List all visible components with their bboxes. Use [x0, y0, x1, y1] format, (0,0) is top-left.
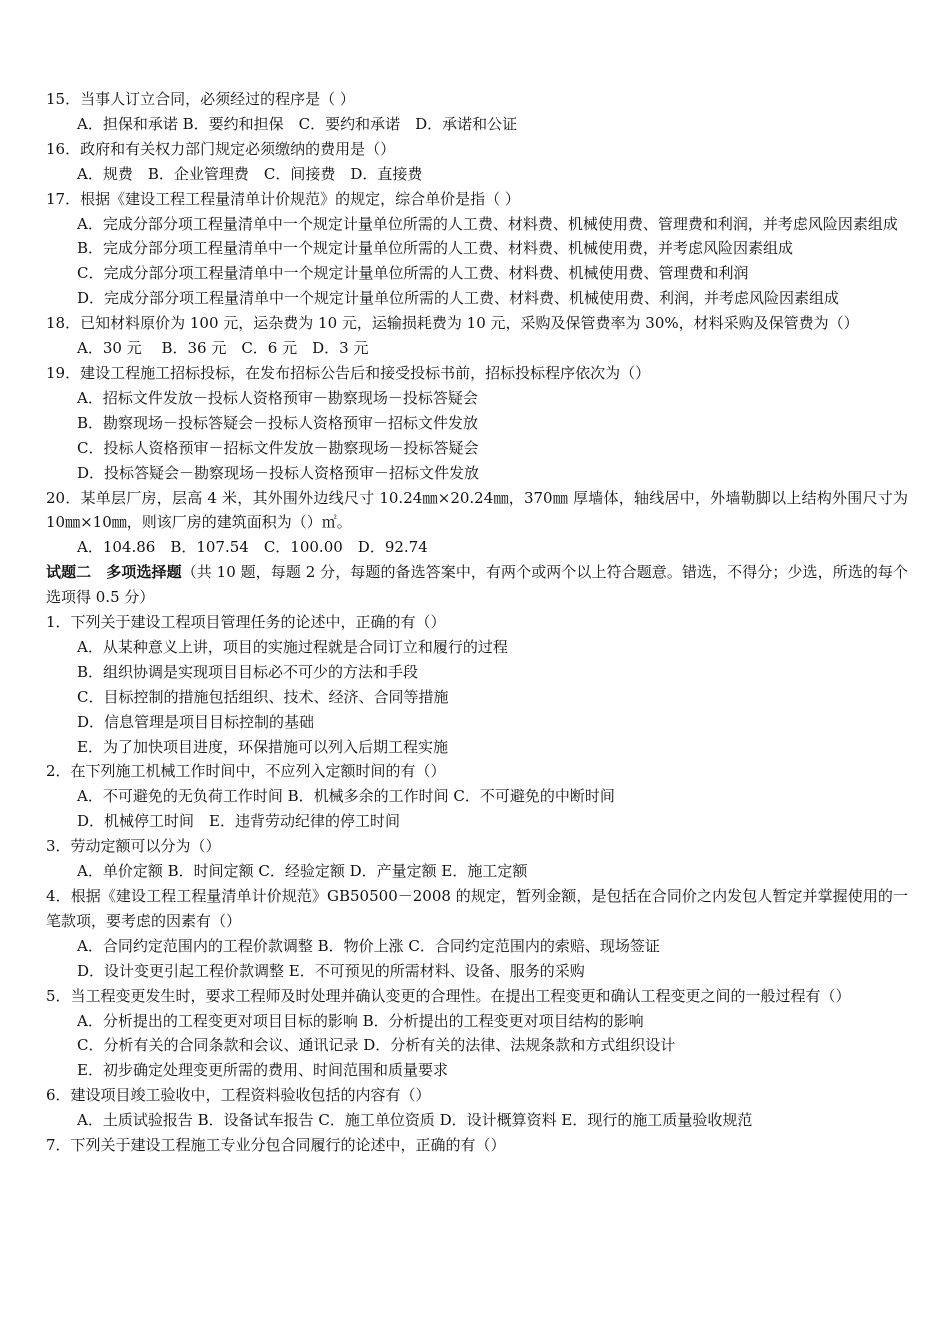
- section-2-instructions: （共 10 题，每题 2 分，每题的备选答案中，有两个或两个以上符合题意。错选，不得分；少选，所选的每个选项得 0.5 分）: [46, 563, 908, 607]
- mc-question-3-options: A．单价定额 B．时间定额 C．经验定额 D．产量定额 E．施工定额: [77, 862, 528, 881]
- mc-question-7: 7．下列关于建设工程施工专业分包合同履行的论述中，正确的有（）: [46, 1136, 506, 1155]
- question-19-option-a: A．招标文件发放－投标人资格预审－勘察现场－投标答疑会: [77, 388, 478, 407]
- mc-question-5: 5．当工程变更发生时，要求工程师及时处理并确认变更的合理性。在提出工程变更和确认工程变更之间的一般过程有（）: [46, 986, 851, 1005]
- question-18-options: A．30 元 B．36 元 C．6 元 D．3 元: [77, 339, 369, 358]
- question-16: 16．政府和有关权力部门规定必须缴纳的费用是（）: [46, 139, 396, 158]
- mc-question-1-option-b: B．组织协调是实现项目目标必不可少的方法和手段: [77, 662, 419, 681]
- question-18: 18．已知材料原价为 100 元，运杂费为 10 元，运输损耗费为 10 元，采购及保管费率为 30%，材料采购及保管费为（）: [46, 314, 859, 333]
- question-19-option-c: C．投标人资格预审－招标文件发放－勘察现场－投标答疑会: [77, 438, 479, 457]
- section-2-title: 试题二 多项选择题: [46, 563, 182, 582]
- question-20: 20．某单层厂房，层高 4 米，其外围外边线尺寸 10.24㎜×20.24㎜，370㎜ 厚墙体，轴线居中，外墙勒脚以上结构外围尺寸为 10㎜×10㎜，则该厂房的建筑面积为（）㎡。: [46, 488, 908, 532]
- mc-question-2: 2．在下列施工机械工作时间中，不应列入定额时间的有（）: [46, 762, 446, 781]
- question-19: 19．建设工程施工招标投标，在发布招标公告后和接受投标书前，招标投标程序依次为（）: [46, 363, 651, 382]
- mc-question-6: 6．建设项目竣工验收中，工程资料验收包括的内容有（）: [46, 1086, 431, 1105]
- question-17-option-c: C．完成分部分项工程量清单中一个规定计量单位所需的人工费、材料费、机械使用费、管理费和利润: [77, 264, 749, 283]
- question-17-option-b: B．完成分部分项工程量清单中一个规定计量单位所需的人工费、材料费、机械使用费，并考虑风险因素组成: [77, 239, 794, 258]
- question-17-option-d: D．完成分部分项工程量清单中一个规定计量单位所需的人工费、材料费、机械使用费、利润，并考虑风险因素组成: [77, 289, 840, 308]
- mc-question-5-options-ab: A．分析提出的工程变更对项目目标的影响 B．分析提出的工程变更对项目结构的影响: [77, 1011, 644, 1030]
- mc-question-6-options: A．土质试验报告 B．设备试车报告 C．施工单位资质 D．设计概算资料 E．现行的施工质量验收规范: [77, 1111, 753, 1130]
- mc-question-1-option-d: D．信息管理是项目目标控制的基础: [77, 712, 315, 731]
- mc-question-1-option-e: E．为了加快项目进度，环保措施可以列入后期工程实施: [77, 737, 448, 756]
- mc-question-4-options-abc: A．合同约定范围内的工程价款调整 B．物价上涨 C．合同约定范围内的索赔、现场签证: [77, 936, 660, 955]
- question-17: 17．根据《建设工程工程量清单计价规范》的规定，综合单价是指（ ）: [46, 189, 520, 208]
- mc-question-3: 3．劳动定额可以分为（）: [46, 837, 221, 856]
- question-16-options: A．规费 B．企业管理费 C．间接费 D．直接费: [77, 164, 423, 183]
- question-20-options: A．104.86 B．107.54 C．100.00 D．92.74: [77, 538, 428, 557]
- mc-question-1-option-a: A．从某种意义上讲，项目的实施过程就是合同订立和履行的过程: [77, 637, 508, 656]
- mc-question-2-options-de: D．机械停工时间 E．违背劳动纪律的停工时间: [77, 812, 400, 831]
- document-page: [46, 87, 908, 1158]
- question-15-options: A．担保和承诺 B．要约和担保 C．要约和承诺 D．承诺和公证: [77, 114, 518, 133]
- mc-question-1: 1．下列关于建设工程项目管理任务的论述中，正确的有（）: [46, 613, 446, 632]
- mc-question-5-options-cd: C．分析有关的合同条款和会议、通讯记录 D．分析有关的法律、法规条款和方式组织设计: [77, 1036, 676, 1055]
- mc-question-4-options-de: D．设计变更引起工程价款调整 E．不可预见的所需材料、设备、服务的采购: [77, 961, 585, 980]
- question-19-option-b: B．勘察现场－投标答疑会－投标人资格预审－招标文件发放: [77, 413, 479, 432]
- mc-question-4: 4．根据《建设工程工程量清单计价规范》GB50500－2008 的规定，暂列金额，是包括在合同价之内发包人暂定并掌握使用的一笔款项，要考虑的因素有（）: [46, 887, 908, 930]
- question-19-option-d: D．投标答疑会－勘察现场－投标人资格预审－招标文件发放: [77, 463, 480, 482]
- mc-question-5-option-e: E．初步确定处理变更所需的费用、时间范围和质量要求: [77, 1061, 448, 1080]
- question-15: 15．当事人订立合同，必须经过的程序是（ ）: [46, 90, 355, 108]
- section-2-heading: [46, 560, 908, 610]
- mc-question-2-options-abc: A．不可避免的无负荷工作时间 B．机械多余的工作时间 C．不可避免的中断时间: [77, 787, 615, 806]
- question-17-option-a: A．完成分部分项工程量清单中一个规定计量单位所需的人工费、材料费、机械使用费、管理费和利润，并考虑风险因素组成: [77, 214, 898, 233]
- mc-question-1-option-c: C．目标控制的措施包括组织、技术、经济、合同等措施: [77, 687, 449, 706]
